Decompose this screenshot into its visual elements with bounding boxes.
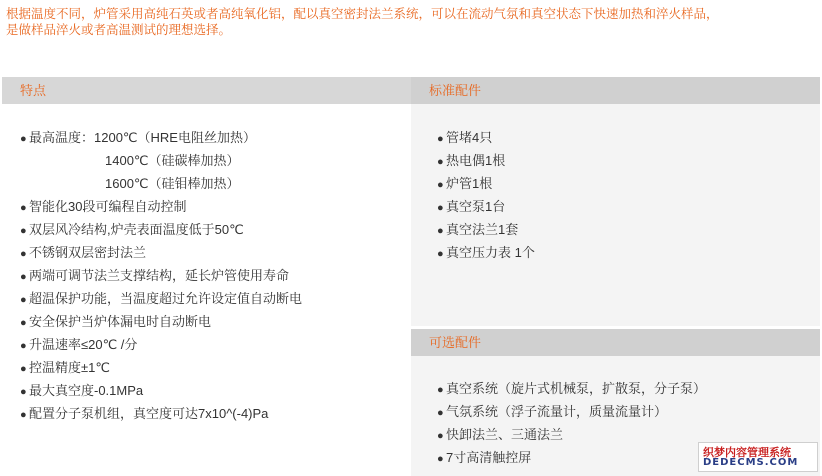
bullet-icon: ● bbox=[20, 409, 27, 421]
bullet-icon: ● bbox=[437, 453, 444, 465]
intro-text bbox=[6, 6, 816, 38]
bullet-icon: ● bbox=[437, 179, 444, 191]
standard-accessories-panel bbox=[411, 77, 820, 329]
bullet-icon: ● bbox=[437, 407, 444, 419]
list-item: ● 热电偶1根 bbox=[437, 149, 535, 172]
bullet-icon: ● bbox=[437, 248, 444, 260]
list-item: ● 真空法兰1套 bbox=[437, 218, 535, 241]
list-item: ● 不锈钢双层密封法兰 bbox=[20, 241, 302, 264]
list-item: ● 管堵4只 bbox=[437, 126, 535, 149]
bullet-icon: ● bbox=[20, 133, 27, 145]
watermark-cn: 织梦内容管理系统 bbox=[703, 446, 791, 459]
features-panel bbox=[2, 77, 411, 476]
watermark-en: DEDECMS.COM bbox=[703, 457, 799, 468]
standard-accessories-header: 标准配件 bbox=[411, 77, 820, 104]
bullet-icon: ● bbox=[20, 294, 27, 306]
list-item: ● 快卸法兰、三通法兰 bbox=[437, 423, 706, 446]
bullet-icon: ● bbox=[437, 156, 444, 168]
list-item: ● 配置分子泵机组，真空度可达7x10^(-4)Pa bbox=[20, 402, 302, 425]
bullet-icon: ● bbox=[437, 202, 444, 214]
bullet-icon: ● bbox=[20, 386, 27, 398]
list-item: ● 安全保护当炉体漏电时自动断电 bbox=[20, 310, 302, 333]
bullet-icon: ● bbox=[20, 363, 27, 375]
list-item: ● 7寸高清触控屏 bbox=[437, 446, 706, 469]
bullet-icon: ● bbox=[20, 225, 27, 237]
list-item: ● 双层风冷结构,炉壳表面温度低于50℃ bbox=[20, 218, 302, 241]
bullet-icon: ● bbox=[20, 248, 27, 260]
list-item: ● 真空泵1台 bbox=[437, 195, 535, 218]
list-item: ● 两端可调节法兰支撑结构，延长炉管使用寿命 bbox=[20, 264, 302, 287]
list-item: ● 炉管1根 bbox=[437, 172, 535, 195]
bullet-icon: ● bbox=[437, 384, 444, 396]
list-item: ● 超温保护功能，当温度超过允许设定值自动断电 bbox=[20, 287, 302, 310]
bullet-icon: ● bbox=[20, 271, 27, 283]
list-item: ● 真空压力表 1个 bbox=[437, 241, 535, 264]
list-item: ● 最大真空度-0.1MPa bbox=[20, 379, 302, 402]
list-item: 1600℃（硅钼棒加热） bbox=[105, 176, 240, 191]
bullet-icon: ● bbox=[437, 225, 444, 237]
list-item: ● 气氛系统（浮子流量计，质量流量计） bbox=[437, 400, 706, 423]
list-item: ● 升温速率≤20℃ /分 bbox=[20, 333, 302, 356]
list-item: ● 最高温度：1200℃（HRE电阻丝加热） bbox=[20, 126, 302, 149]
intro-line-1: 根据温度不同，炉管采用高纯石英或者高纯氧化铝，配以真空密封法兰系统，可以在流动气氛和真空状态下快速加热和淬火样品， bbox=[6, 7, 719, 21]
features-list bbox=[20, 126, 302, 425]
bullet-icon: ● bbox=[20, 340, 27, 352]
watermark-logo bbox=[698, 442, 818, 472]
optional-accessories-header: 可选配件 bbox=[411, 329, 820, 356]
optional-accessories-list bbox=[437, 377, 706, 469]
list-item: 1400℃（硅碳棒加热） bbox=[105, 153, 240, 168]
standard-accessories-list bbox=[437, 126, 535, 264]
bullet-icon: ● bbox=[437, 430, 444, 442]
bullet-icon: ● bbox=[20, 202, 27, 214]
bullet-icon: ● bbox=[20, 317, 27, 329]
intro-line-2: 是做样品淬火或者高温测试的理想选择。 bbox=[6, 23, 232, 37]
features-header: 特点 bbox=[2, 77, 411, 104]
list-item: ● 控温精度±1℃ bbox=[20, 356, 302, 379]
bullet-icon: ● bbox=[437, 133, 444, 145]
list-item: ● 真空系统（旋片式机械泵，扩散泵，分子泵） bbox=[437, 377, 706, 400]
list-item: ● 智能化30段可编程自动控制 bbox=[20, 195, 302, 218]
